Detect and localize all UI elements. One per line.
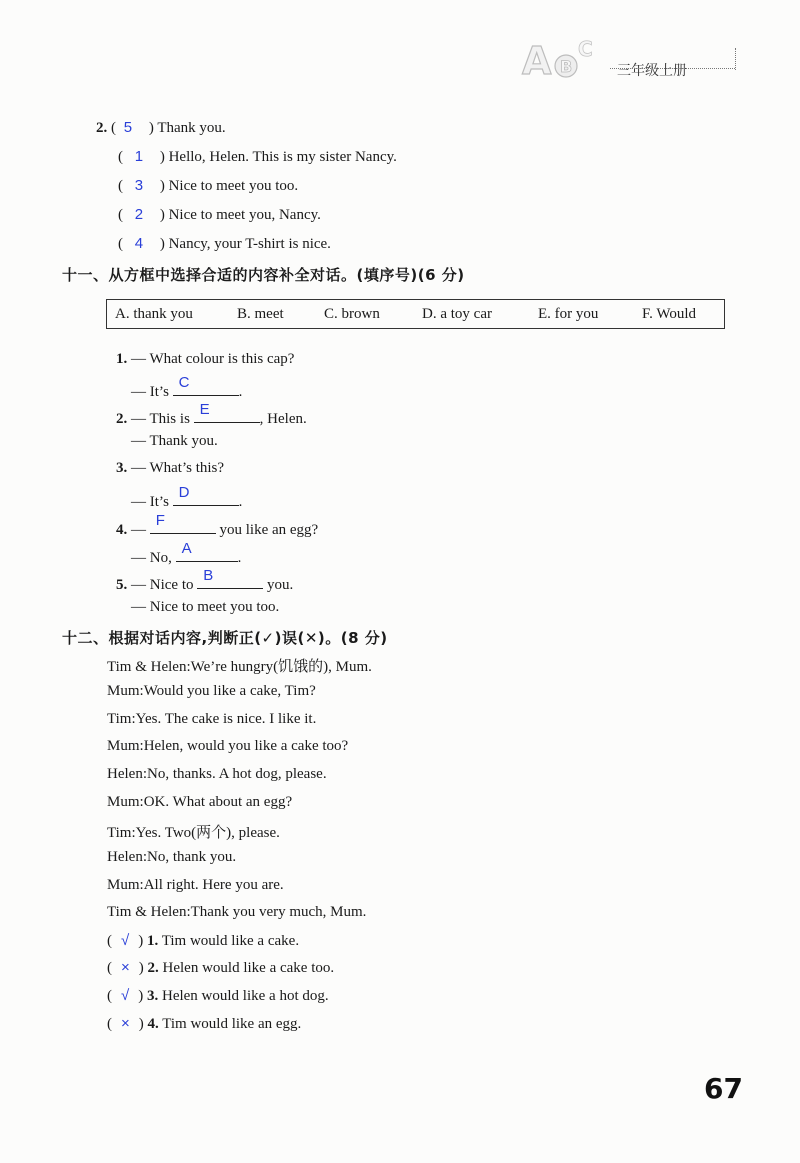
grade-label: 三年级上册 (617, 63, 687, 79)
svg-text:B: B (560, 57, 573, 76)
option-e: E. for you (538, 306, 599, 322)
s11-item-1-a: — It’s C . (131, 374, 243, 400)
judgment-4: ( × ) 4. Tim would like an egg. (107, 1015, 302, 1032)
options-box (106, 299, 725, 329)
svg-text:C: C (578, 37, 593, 61)
dialogue-line: Mum:OK. What about an egg? (107, 794, 293, 810)
q10-line-5: ( 4 ) Nancy, your T-shirt is nice. (118, 235, 331, 252)
s11-item-3-a: — It’s D . (131, 484, 243, 510)
abc-logo (520, 36, 604, 85)
judgment-mark: × (121, 1015, 130, 1032)
dialogue-line: Mum:All right. Here you are. (107, 877, 284, 893)
option-c: C. brown (324, 306, 380, 322)
s11-item-2-a: — Thank you. (131, 433, 218, 449)
dialogue-text: Nice to meet you, Nancy. (168, 207, 321, 223)
s11-item-1-q: 1. — What colour is this cap? (116, 351, 295, 367)
section-11-title: 十一、从方框中选择合适的内容补全对话。(填序号)(6 分) (62, 266, 465, 284)
svg-text:A: A (522, 39, 552, 80)
section-12-title: 十二、根据对话内容,判断正(✓)误(✕)。(8 分) (62, 629, 388, 647)
dialogue-text: Nancy, your T-shirt is nice. (168, 236, 331, 252)
answer-order: 1 (134, 148, 144, 165)
dialogue-text: Nice to meet you too. (168, 178, 299, 194)
answer-blank: A (176, 544, 238, 562)
answer-blank: B (197, 571, 263, 589)
answer-blank: F (150, 516, 216, 534)
dialogue-line: Tim & Helen:Thank you very much, Mum. (107, 904, 367, 920)
dialogue-line: Mum:Would you like a cake, Tim? (107, 683, 316, 699)
dialogue-line: Helen:No, thank you. (107, 849, 237, 865)
option-a: A. thank you (115, 306, 193, 322)
answer-blank: D (173, 488, 239, 506)
s11-item-5-a: — Nice to meet you too. (131, 599, 280, 615)
page-number: 67 (704, 1072, 743, 1105)
dialogue-line: Tim:Yes. The cake is nice. I like it. (107, 711, 317, 727)
dialogue-line: Helen:No, thanks. A hot dog, please. (107, 766, 327, 782)
dialogue-line: Tim:Yes. Two(两个), please. (107, 825, 280, 841)
dialogue-line: Tim & Helen:We’re hungry(饥饿的), Mum. (107, 659, 372, 675)
dialogue-text: Hello, Helen. This is my sister Nancy. (168, 149, 397, 165)
answer-order: 5 (123, 119, 133, 136)
judgment-3: ( √ ) 3. Helen would like a hot dog. (107, 987, 329, 1004)
q10-line-2: ( 1 ) Hello, Helen. This is my sister Nancy. (118, 148, 397, 165)
s11-item-3-q: 3. — What’s this? (116, 460, 225, 476)
answer-order: 3 (134, 177, 144, 194)
q10-line-4: ( 2 ) Nice to meet you, Nancy. (118, 206, 321, 223)
judgment-2: ( × ) 2. Helen would like a cake too. (107, 959, 335, 976)
s11-item-4-q: 4. — F you like an egg? (116, 512, 319, 538)
q10-label: 2. (96, 120, 108, 136)
s11-item-5-q: 5. — Nice to B you. (116, 567, 294, 593)
dialogue-text: Thank you. (157, 120, 226, 136)
answer-order: 2 (134, 206, 144, 223)
judgment-mark: × (121, 959, 130, 976)
answer-order: 4 (134, 235, 144, 252)
answer-blank: E (194, 405, 260, 423)
judgment-mark: √ (121, 987, 130, 1004)
judgment-1: ( √ ) 1. Tim would like a cake. (107, 932, 300, 949)
header-divider-vertical (735, 48, 736, 70)
s11-item-2-q: 2. — This is E , Helen. (116, 401, 307, 427)
header-divider (610, 68, 735, 69)
s11-item-4-a: — No, A . (131, 540, 242, 566)
judgment-mark: √ (121, 932, 130, 949)
dialogue-line: Mum:Helen, would you like a cake too? (107, 738, 349, 754)
answer-blank: C (173, 378, 239, 396)
option-d: D. a toy car (422, 306, 492, 322)
q10-line-1: 2. ( 5 ) Thank you. (96, 119, 226, 136)
option-b: B. meet (237, 306, 284, 322)
q10-line-3: ( 3 ) Nice to meet you too. (118, 177, 299, 194)
option-f: F. Would (642, 306, 696, 322)
